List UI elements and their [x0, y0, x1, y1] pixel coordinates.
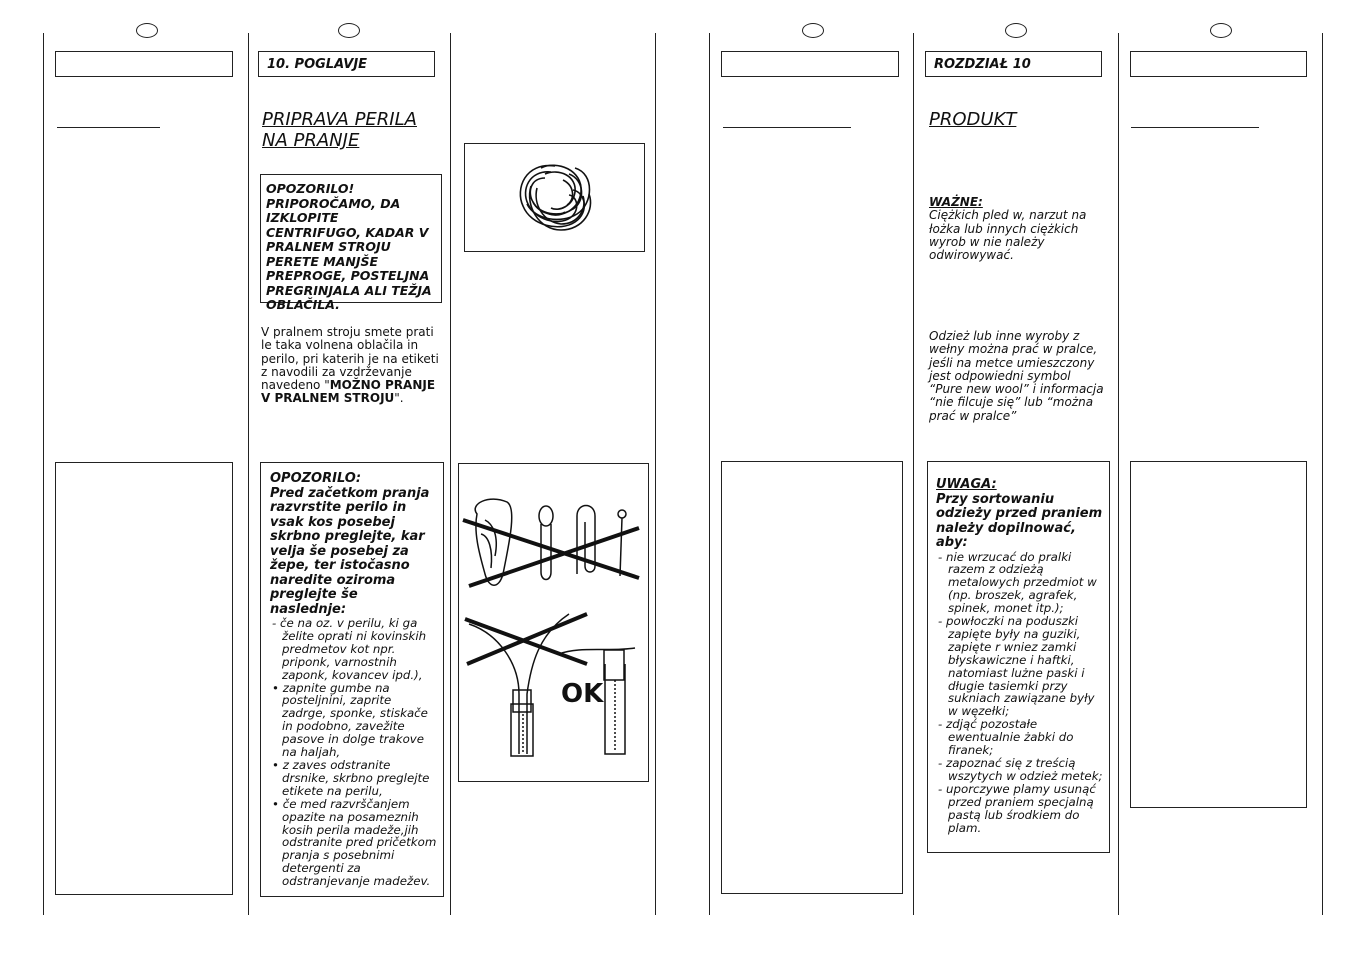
warning-intro: Pred začetkom pranja razvrstite perilo in vsak kos posebej skrbno preglejte, kar velja še posebej za žepe, ter istočasno naredite oziroma preglejte še naslednje: — [270, 485, 430, 617]
chapter-header — [925, 51, 1102, 77]
list-item: - powłoczki na poduszki zapięte były na guziki, zapięte r wniez zamki błyskawiczne i haftki, natomiast lużne paski i długie tasiemki przy sukniach zawiązane były w węzełki; — [938, 614, 1095, 719]
language-oval — [136, 23, 158, 38]
safety-pin-icon — [539, 506, 553, 526]
wool-mark-icon — [465, 144, 646, 253]
column-divider — [1322, 33, 1323, 915]
section-heading: PRIPRAVA PERILA NA PRANJE — [262, 109, 417, 151]
warning-title: OPOZORILO: — [270, 471, 362, 486]
warning-box-sorting — [260, 462, 444, 897]
chapter-title: 10. POGLAVJE — [267, 57, 368, 72]
important-title: WAŻNE: — [929, 195, 983, 209]
warning-box-spin — [260, 174, 442, 312]
language-oval — [1005, 23, 1027, 38]
warning-text: OPOZORILO! PRIPOROČAMO, DA IZKLOPITE CENTRIFUGO, KADAR V PRALNEM STROJU PERETE MANJŠE PREPROGE, POSTELJNA PREGRINJALA ALI TEŽJA OBLAČILA. — [266, 181, 432, 312]
important-text: Ciężkich pled w, narzut na łożka lub innych ciężkich wyrob w nie należy odwirowywać. — [929, 208, 1087, 263]
warning-box-empty — [55, 462, 233, 895]
list-item: • zapnite gumbe na posteljnini, zaprite zadrge, sponke, stiskače in podobno, zavežite pasove in dolge trakove na haljah, — [272, 680, 428, 760]
warning-box-empty — [721, 461, 903, 894]
warning-list — [938, 551, 1103, 835]
chapter-header-box — [1130, 51, 1307, 77]
list-item: - nie wrzucać do pralki razem z odzieżą metalowych przedmiot w (np. broszek, agrafek, spinek, monet itp.); — [938, 549, 1097, 616]
straight-pin-icon — [618, 510, 626, 518]
chapter-header-box — [721, 51, 899, 77]
wool-paragraph — [261, 326, 443, 406]
column-divider — [1118, 33, 1119, 915]
language-oval — [802, 23, 824, 38]
heading-underline — [723, 127, 851, 128]
column-divider — [709, 33, 710, 915]
column-divider — [450, 33, 451, 915]
warning-list — [272, 617, 437, 888]
list-item: • z zaves odstranite drsnike, skrbno preglejte etikete na perilu, — [272, 757, 430, 798]
wool-bold: MOŽNO PRANJE V PRALNEM STROJU — [261, 378, 436, 406]
ok-label: OK — [561, 679, 604, 709]
pins-and-zipper-illustration — [459, 464, 650, 783]
language-oval — [338, 23, 360, 38]
important-note — [929, 196, 1105, 262]
wool-paragraph: Odzież lub inne wyroby z wełny można prać w pralce, jeśli na metce umieszczony jest odpowiedni symbol “Pure new wool” i informacja “nie filcuje się” lub “można prać w pralce” — [929, 329, 1104, 423]
column-divider — [248, 33, 249, 915]
list-item: - uporczywe plamy usunąć przed praniem specjalną pastą lub środkiem do plam. — [938, 781, 1096, 835]
list-item: - zdjąć pozostałe ewentualnie żabki do firanek; — [938, 717, 1074, 758]
warning-box-sorting — [927, 461, 1110, 853]
section-heading: PRODUKT — [929, 109, 1017, 130]
column-divider — [43, 33, 44, 915]
pins-zipper-figure — [458, 463, 649, 782]
chapter-header — [258, 51, 435, 77]
wool-text: V pralnem stroju smete prati le taka volnena oblačila in perilo, pri katerih je na etiketi z navodili za vzdrževanje navedeno " — [261, 325, 439, 393]
language-oval — [1210, 23, 1232, 38]
chapter-title: ROZDZIAŁ 10 — [934, 57, 1031, 72]
list-item: • če med razvrščanjem opazite na posameznih kosih perila madeže,jih odstranite pred pričetkom pranja s posebnimi detergenti za odstranjevanje madežev. — [272, 796, 437, 889]
chapter-header-box — [55, 51, 233, 77]
heading-underline — [1131, 127, 1259, 128]
warning-box-empty — [1130, 461, 1307, 808]
column-divider — [913, 33, 914, 915]
wool-end: ". — [394, 391, 404, 406]
heading-underline — [57, 127, 160, 128]
warning-title: UWAGA: — [936, 477, 997, 492]
column-divider — [655, 33, 656, 915]
wool-symbol-figure — [464, 143, 645, 252]
list-item: - če na oz. v perilu, ki ga želite oprati ni kovinskih predmetov kot npr. priponk, varnostnih zaponk, kovancev ipd.), — [272, 616, 427, 682]
list-item: - zapoznać się z treścią wszytych w odzież metek; — [938, 756, 1103, 783]
warning-intro: Przy sortowaniu odzieży przed praniem należy dopilnować, aby: — [936, 491, 1103, 550]
